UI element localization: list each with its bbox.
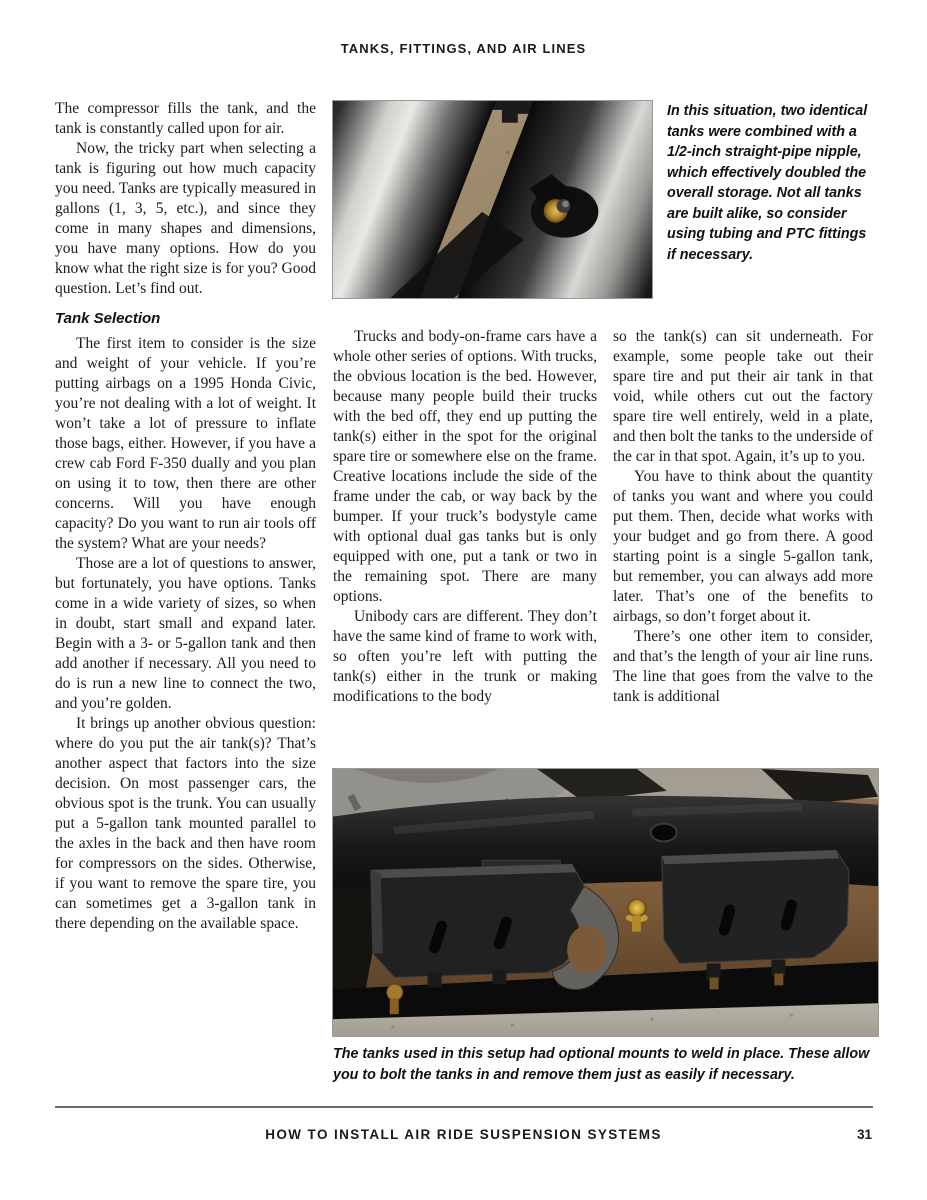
- chapter-running-head: TANKS, FITTINGS, AND AIR LINES: [340, 41, 587, 56]
- section-heading-tank-selection: Tank Selection: [55, 310, 161, 327]
- footer-divider: [55, 1106, 873, 1108]
- paragraph: The first item to consider is the size and weight of your vehicle. If you’re putting airbags on a 1995 Honda Civic, you’re not dealing with a lot of weight. It won’t take a lot of pressure to inflate those bags, either. However, if you have a crew cab Ford F-350 dually and you plan on using it to tow, then there are other concerns. Will you have enough capacity? Do you want to run air tools off the system? What are your needs?: [55, 335, 316, 552]
- paragraph: Those are a lot of questions to answer, but fortunately, you have options. Tanks come in a wide variety of sizes, so when in doubt, start small and expand later. Begin with a 3- or 5-gallon tank and then add another if necessary. All you need to do is run a new line to connect the two, and you’re golden.: [55, 555, 316, 712]
- paragraph: so the tank(s) can sit underneath. For example, some people take out their spare tire and put their air tank in that void, while others cut out the factory spare tire well entirely, weld in a plate, and then bolt the tanks to the underside of the car in that spot. Again, it’s up to you.: [613, 328, 873, 465]
- paragraph: It brings up another obvious question: where do you put the air tank(s)? That’s another aspect that factors into the size decision. On most passenger cars, the obvious spot is the trunk. You can usually put a 5-gallon tank mounted parallel to the axles in the back and then have room for compressors on the sides. Otherwise, if you want to remove the spare tire, you can sometimes get a 3-gallon tank in there depending on the available space.: [55, 715, 316, 932]
- paragraph: Now, the tricky part when selecting a tank is figuring out how much capacity you need. Tanks are typically measured in gallons (1, 3, 5, etc.), and since they come in many shapes and dimensions, you have many options. How do you know what the right size is for you? Good question. Let’s find out.: [55, 140, 316, 297]
- text-column-left: [55, 99, 316, 934]
- bottom-photo-caption: The tanks used in this setup had optional mounts to weld in place. These allow you to bolt the tanks in and remove them just as easily if necessary.: [333, 1046, 870, 1083]
- text-column-middle: [333, 327, 597, 707]
- paragraph: Unibody cars are different. They don’t have the same kind of frame to work with, so often you’re left with putting the tank(s) either in the trunk or making modifications to the body: [333, 608, 597, 705]
- book-title-footer: HOW TO INSTALL AIR RIDE SUSPENSION SYSTEMS: [265, 1127, 662, 1142]
- page-number: 31: [856, 1127, 872, 1142]
- top-photo-figure: [332, 100, 653, 299]
- top-photo-caption: In this situation, two identical tanks were combined with a 1/2-inch straight-pipe nipple, which effectively doubled the overall storage. Not all tanks are built alike, so consider using tubing and PTC fittings if necessary.: [667, 103, 868, 263]
- paragraph: There’s one other item to consider, and that’s the length of your air line runs. The line that goes from the valve to the tank is additional: [613, 628, 873, 705]
- bottom-photo-figure: [332, 768, 879, 1037]
- text-column-right: [613, 327, 873, 707]
- paragraph: You have to think about the quantity of tanks you want and where you could put them. Then, decide what works with your budget and go from there. A good starting point is a single 5-gallon tank, but remember, you can always add more later. That’s one of the benefits to airbags, so don’t forget about it.: [613, 468, 873, 625]
- tank-mounts-photo: [333, 769, 878, 1036]
- tanks-joined-photo: [333, 101, 652, 298]
- paragraph: Trucks and body-on-frame cars have a whole other series of options. With trucks, the obvious location is the bed. However, because many people build their trucks with the bed off, they end up putting the tank(s) either in the spot for the original spare tire or somewhere else on the frame. Creative locations include the side of the frame under the cab, or way back by the bumper. If your truck’s bodystyle came with optional dual gas tanks but is only equipped with one, put a tank or two in the remaining spot. There are many options.: [333, 328, 597, 605]
- paragraph: The compressor fills the tank, and the tank is constantly called upon for air.: [55, 100, 316, 137]
